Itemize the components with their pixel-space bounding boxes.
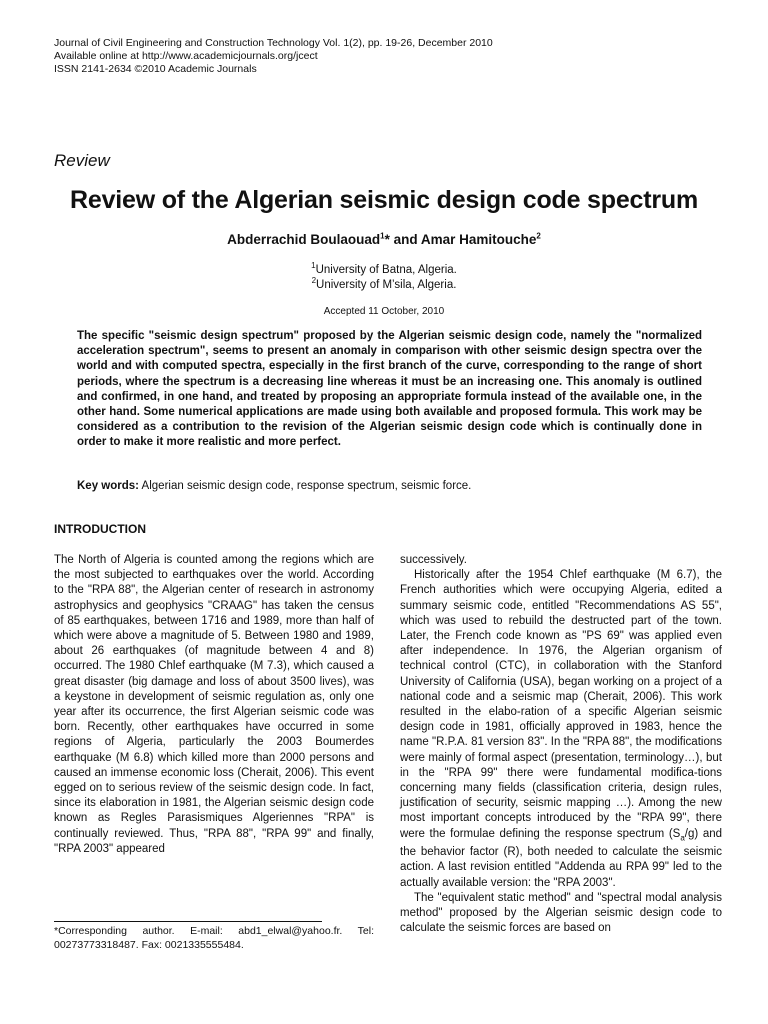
footnote-divider — [54, 921, 322, 922]
body-column-right — [400, 553, 722, 936]
subscript: a — [680, 832, 685, 842]
keywords — [77, 480, 702, 492]
abstract: The specific "seismic design spectrum" proposed by the Algerian seismic design code, namely the "normalized acceleration spectrum", seems to present an anomaly in comparison with other seismic design spectra over the world and with computed spectra, especially in the first branch of the curve, corresponding to the range of short periods, where the spectrum is a decreasing line whereas it must be an increasing one. This anomaly is outlined and confirmed, in one hand, and treated by proposing an appropriate formula instead of the available one, in the other hand. Some numerical applications are made using both available and proposed formula. This work may be considered as a contribution to the revision of the Algerian seismic design code which is continually done in order to make it more realistic and more perfect. — [77, 330, 702, 449]
paragraph-text: /g) and the behavior factor (R), both needed to calculate the seismic action. A last revision entitled "Addenda au RPA 99" led to the actually available version: the "RPA 2003". — [400, 827, 723, 889]
footnote: *Corresponding author. E-mail: abd1_elwal@yahoo.fr. Tel: 00273773318487. Fax: 0021335555484. — [54, 925, 374, 951]
journal-header — [54, 37, 493, 76]
corresponding-marker: * — [384, 232, 390, 247]
paragraph-text: Historically after the 1954 Chlef earthquake (M 6.7), the French authorities which were occupying Algeria, edited a summary seismic code, entitled "Recommendations AS 55", which was used to rebuild the destructed part of the town. Later, the French code known as "PS 69" was applied even after independence. In 1976, the Algerian organism of technical control (CTC), in collaboration with the Stanford University of California (USA), began working on a project of a national code and a seismic map (Cherait, 2006). This work resulted in the elabo-ration of a specific Algerian seismic design code in 1981, officially approved in 1983, hence the name "R.P.A. 81 version 83". In the "RPA 88", the modifications were mainly of formal aspect (presentation, terminology…), but in the "RPA 99" there were fundamental modifica-tions concerning many fields (classification criteria, design rules, justification of security, seismic mapping …). Among the new most important concepts introduced by the "RPA 99", there were the formulae defining the response spectrum (S — [400, 569, 722, 840]
journal-citation: Journal of Civil Engineering and Construction Technology Vol. 1(2), pp. 19-26, December 2010 — [54, 37, 493, 49]
affiliations — [0, 263, 768, 293]
author-line — [0, 232, 768, 247]
journal-issn: ISSN 2141-2634 ©2010 Academic Journals — [54, 63, 257, 75]
keywords-text: Algerian seismic design code, response spectrum, seismic force. — [139, 480, 472, 492]
accepted-date: Accepted 11 October, 2010 — [323, 306, 445, 317]
section-heading-introduction: INTRODUCTION — [54, 522, 146, 536]
affiliation-text: University of M’sila, Algeria. — [316, 279, 457, 291]
affiliation-item — [0, 278, 768, 293]
author-name: Amar Hamitouche — [420, 232, 537, 247]
body-column-left — [54, 553, 374, 857]
author-name: Abderrachid Boulaouad — [227, 232, 381, 247]
body-paragraph: successively. — [400, 554, 467, 566]
affiliation-marker: 1 — [380, 231, 385, 241]
keywords-label: Key words: — [77, 480, 139, 492]
body-paragraph: The North of Algeria is counted among the regions which are the most subjected to earthquakes over the world. According to the "RPA 88", the Algerian center of research in astronomy astrophysics and geophysics "CRAAG" has taken the census of 85 earthquakes, between 1716 and 1989, more than half of which were above a magnitude of 5. Between 1980 and 1989, about 26 earthquakes (of magnitude between 4 and 8) occurred. The 1980 Chlef earthquake (M 7.3), which caused a great disaster (big damage and loss of about 3500 lives), was a keystone in development of seismic regulation as, only one year after its occurrence, the first Algerian seismic code was born. Recently, other earthquakes have occurred in some regions of Algeria, particularly the 2003 Boumerdes earthquake (M 6.8) which killed more than 2000 persons and caused an immense economic loss (Cherait, 2006). This event egged on to serious review of the seismic design code. In fact, since its elaboration in 1981, the Algerian seismic design code known as Regles Parasismiques Algeriennes "RPA" is continually reviewed. Thus, "RPA 88", "RPA 99" and finally, "RPA 2003" appeared — [54, 554, 374, 855]
article-type: Review — [54, 151, 110, 170]
paper-title: Review of the Algerian seismic design code spectrum — [70, 186, 698, 214]
affiliation-number: 2 — [311, 276, 317, 286]
journal-url[interactable]: Available online at http://www.academicjournals.org/jcect — [54, 50, 318, 62]
body-paragraph — [400, 568, 722, 891]
affiliation-marker: 2 — [536, 231, 541, 241]
body-paragraph: The "equivalent static method" and "spectral modal analysis method" proposed by the Algerian seismic design code to calculate the seismic forces are based on — [400, 891, 722, 935]
affiliation-text: University of Batna, Algeria. — [315, 264, 457, 276]
author-conjunction: and — [389, 232, 421, 247]
affiliation-number: 1 — [311, 261, 316, 271]
affiliation-item — [0, 263, 768, 278]
